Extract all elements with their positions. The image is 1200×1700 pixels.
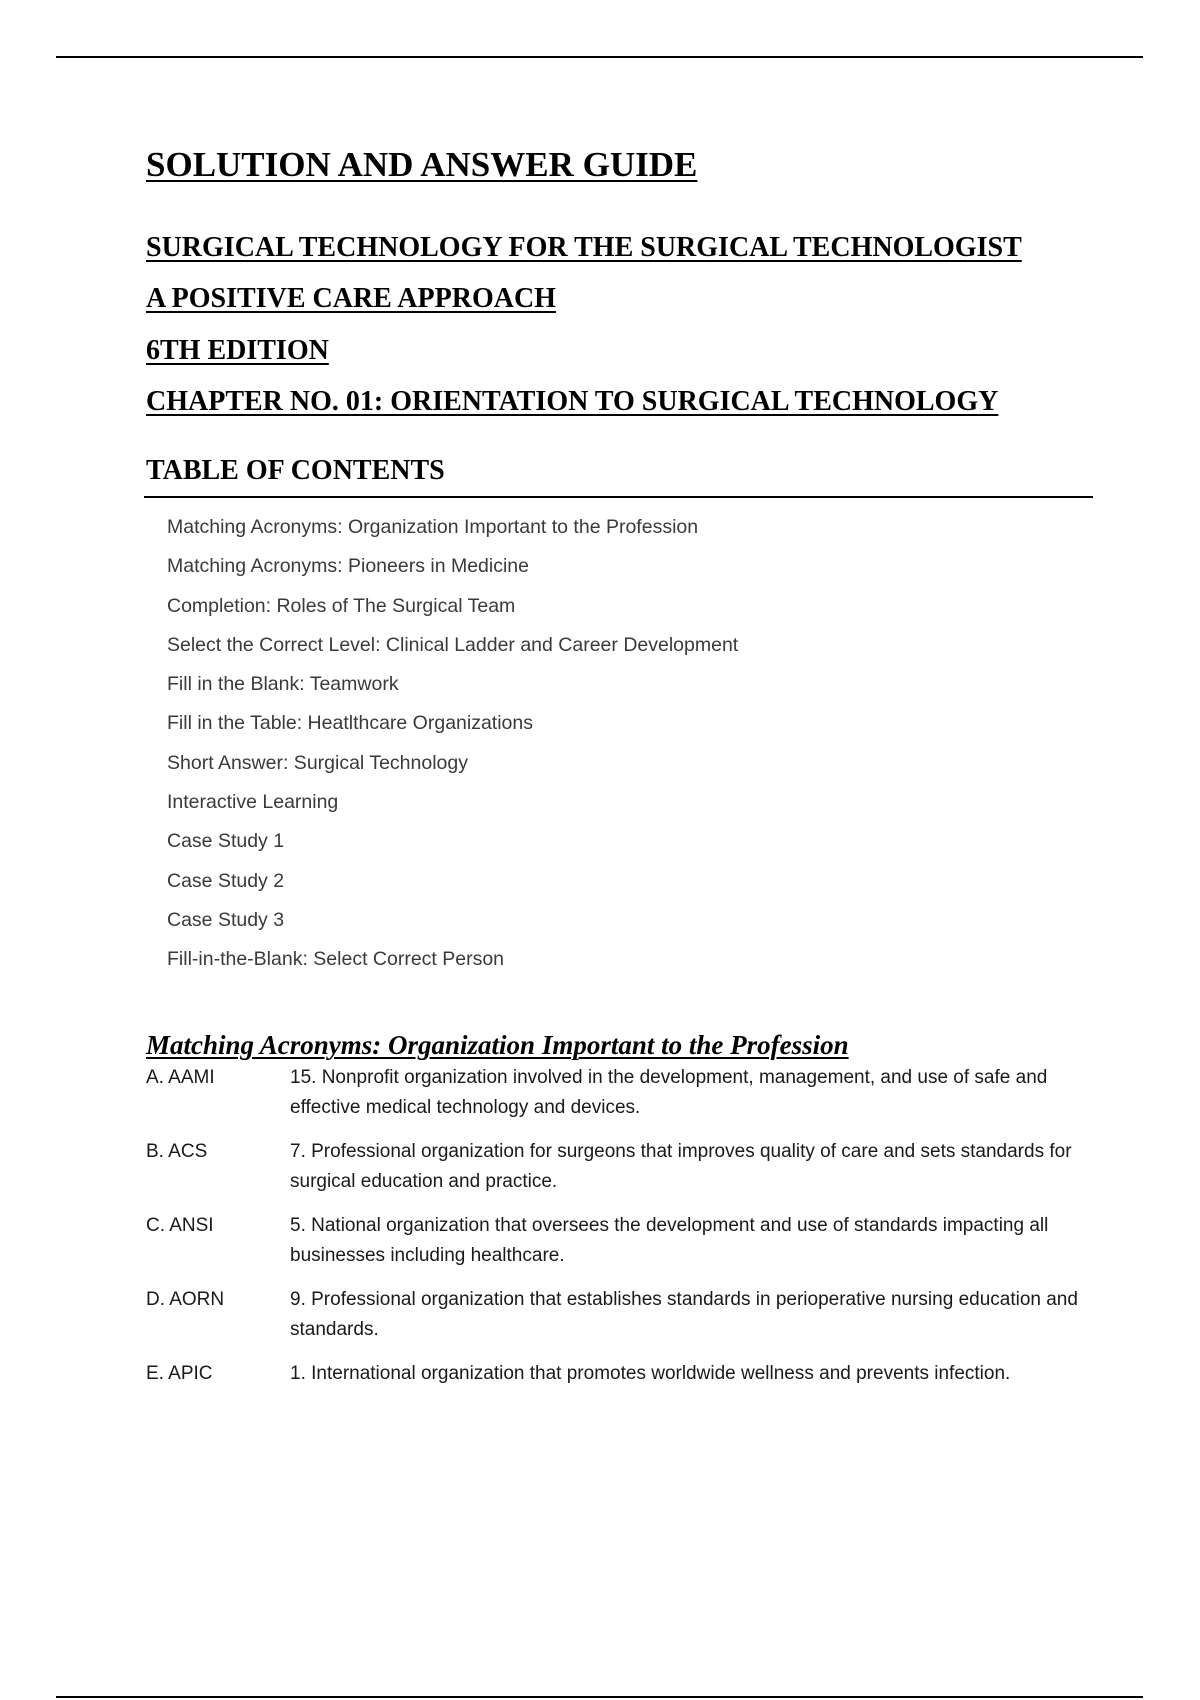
edition-line: 6TH EDITION: [146, 335, 329, 366]
document-title: SOLUTION AND ANSWER GUIDE: [146, 145, 698, 184]
acronym-description: 7. Professional organization for surgeons that improves quality of care and sets standards for surgical education and practice.: [290, 1141, 1072, 1192]
acronym-label: B. ACS: [146, 1141, 208, 1162]
book-subtitle-line: A POSITIVE CARE APPROACH: [146, 283, 556, 314]
acronym-description: 5. National organization that oversees the development and use of standards impacting all businesses including healthcare.: [290, 1215, 1049, 1266]
chapter-line: CHAPTER NO. 01: ORIENTATION TO SURGICAL TECHNOLOGY: [146, 386, 999, 417]
section-heading: Matching Acronyms: Organization Important to the Profession: [146, 1030, 849, 1060]
matching-row: [146, 1211, 1096, 1271]
acronym-description: 1. International organization that promotes worldwide wellness and prevents infection.: [290, 1363, 1011, 1384]
matching-row: [146, 1063, 1096, 1123]
toc-divider: [144, 496, 1093, 498]
acronym-description: 9. Professional organization that establishes standards in perioperative nursing education and standards.: [290, 1289, 1078, 1340]
toc-item: Fill in the Table: Heatlthcare Organizations: [167, 712, 533, 735]
toc-item: Select the Correct Level: Clinical Ladder and Career Development: [167, 633, 739, 656]
top-rule: [56, 56, 1143, 58]
matching-list: [146, 1063, 1096, 1403]
book-title-line: SURGICAL TECHNOLOGY FOR THE SURGICAL TECHNOLOGIST: [146, 232, 1022, 263]
toc-item: Case Study 3: [167, 908, 285, 931]
toc-item: Case Study 1: [167, 830, 285, 853]
matching-row: [146, 1285, 1096, 1345]
toc-item: Matching Acronyms: Pioneers in Medicine: [167, 555, 529, 578]
toc-item: Interactive Learning: [167, 791, 339, 814]
table-of-contents: [167, 512, 738, 984]
toc-item: Case Study 2: [167, 869, 285, 892]
toc-item: Fill-in-the-Blank: Select Correct Person: [167, 948, 505, 971]
bottom-rule: [56, 1696, 1143, 1698]
matching-row: [146, 1137, 1096, 1197]
toc-heading: TABLE OF CONTENTS: [146, 455, 445, 486]
acronym-label: D. AORN: [146, 1289, 225, 1310]
acronym-label: E. APIC: [146, 1363, 213, 1384]
toc-item: Short Answer: Surgical Technology: [167, 751, 468, 774]
toc-item: Matching Acronyms: Organization Important to the Profession: [167, 516, 699, 538]
toc-item: Completion: Roles of The Surgical Team: [167, 594, 516, 617]
acronym-label: A. AAMI: [146, 1067, 215, 1088]
acronym-label: C. ANSI: [146, 1215, 214, 1236]
toc-item: Fill in the Blank: Teamwork: [167, 673, 399, 696]
matching-row: [146, 1359, 1096, 1389]
acronym-description: 15. Nonprofit organization involved in the development, management, and use of safe and effective medical technology and devices.: [290, 1067, 1048, 1118]
